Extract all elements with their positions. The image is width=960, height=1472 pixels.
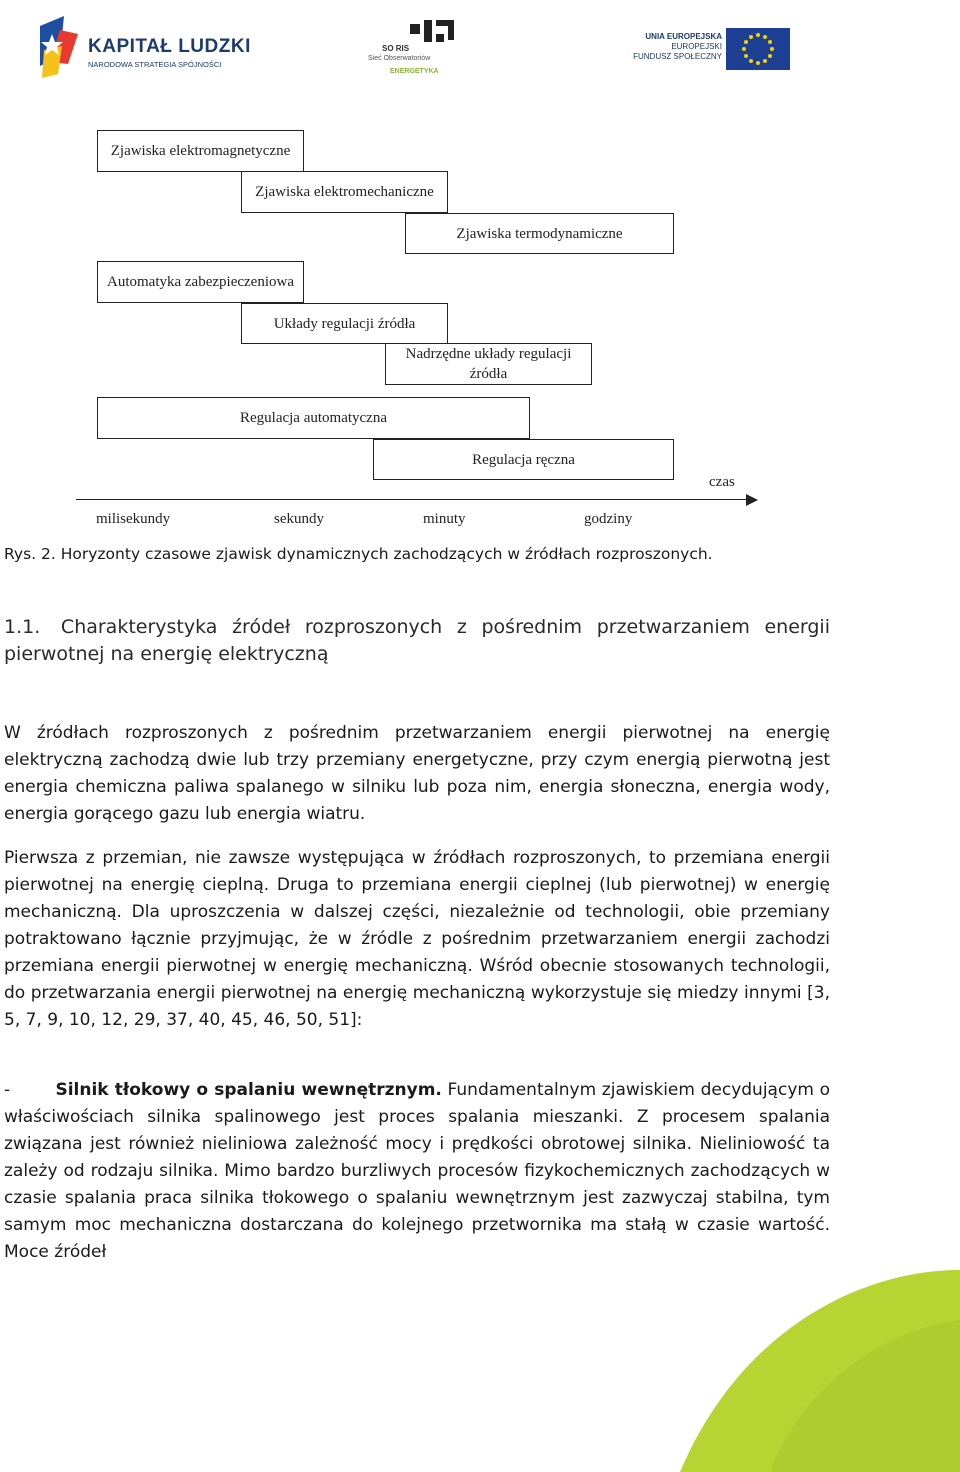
eu-logo-text [633, 32, 722, 62]
list-item-text: Fundamentalnym zjawiskiem decydującym o właściwościach silnika spalinowego jest proces spalania mieszanki. Z procesem spalania związana jest również nieliniowa zależność mocy i prędkości obrotowej silnika. Nieliniowość ta zależy od rodzaju silnika. Mimo bardzo burzliwych procesów fizykochemicznych zachodzących w czasie spalania praca silnika tłokowego o spalaniu wewnętrznym jest zazwyczaj stabilna, tym samym moc mechaniczna dostarczana do kolejnego przetwornika ma stałą w czasie wartość. Moce źródeł [4, 1080, 831, 1262]
tick-hours: godziny [584, 511, 633, 527]
so-ris-line3: ENERGETYKA [390, 68, 439, 75]
box-master-control: Nadrzędne układy regulacji źródła [385, 343, 592, 385]
kapital-ludzki-emblem-icon [38, 16, 84, 80]
list-item-heading: Silnik tłokowy o spalaniu wewnętrznym. [55, 1080, 442, 1100]
box-protection-automatics: Automatyka zabezpieczeniowa [97, 261, 304, 303]
eu-logo [633, 28, 796, 72]
tick-seconds: sekundy [274, 511, 324, 527]
list-dash: - [4, 1080, 11, 1100]
paragraph-1: W źródłach rozproszonych z pośrednim przetwarzaniem energii pierwotnej na energię elektryczną zachodzą dwie lub trzy przemiany energetyczne, przy czym energią pierwotną jest energia chemiczna paliwa spalanego w silniku lub poza nim, energia słoneczna, energia wody, energia gorącego gazu lub energia wiatru. [4, 723, 830, 824]
section-title: Charakterystyka źródeł rozproszonych z pośrednim przetwarzaniem energii pierwotnej na energię elektryczną [4, 616, 830, 665]
section-heading [4, 614, 830, 668]
green-corner-decoration [560, 1200, 960, 1472]
kapital-ludzki-logo [38, 16, 251, 80]
time-axis-line [76, 499, 750, 500]
so-ris-line1: SO RIS [382, 44, 410, 53]
box-thermodynamic: Zjawiska termodynamiczne [405, 213, 674, 254]
section-number: 1.1. [4, 616, 41, 638]
so-ris-logo [368, 18, 478, 80]
eu-line1: UNIA EUROPEJSKA [645, 32, 722, 41]
eu-line3: FUNDUSZ SPOŁECZNY [633, 52, 722, 61]
box-manual-regulation: Regulacja ręczna [373, 439, 674, 480]
paragraph-2: Pierwsza z przemian, nie zawsze występująca w źródłach rozproszonych, to przemiana energii pierwotnej na energię cieplną. Druga to przemiana energii cieplnej (lub pierwotnej) w energię mechaniczną. Dla uproszczenia w dalszej części, niezależnie od technologii, obie przemiany potraktowano łącznie przyjmując, że w źródle z pośrednim przetwarzaniem energii zachodzi przemiana energii pierwotnej w energię mechaniczną. Wśród obecnie stosowanych technologii, do przetwarzania energii pierwotnej na energię mechaniczną wykorzystuje się miedzy innymi [3, 5, 7, 9, 10, 12, 29, 37, 40, 45, 46, 50, 51]: [4, 848, 830, 1030]
box-source-control: Układy regulacji źródła [241, 303, 448, 344]
kapital-ludzki-title: KAPITAŁ LUDZKI [88, 36, 251, 57]
box-electromagnetic: Zjawiska elektromagnetyczne [97, 130, 304, 172]
so-ris-line2: Sieć Obserwatoriów [368, 55, 431, 62]
eu-flag-icon [726, 28, 790, 70]
tick-minutes: minuty [423, 511, 466, 527]
kapital-ludzki-subtitle: NARODOWA STRATEGIA SPÓJNOŚCI [88, 60, 222, 69]
box-electromechanical: Zjawiska elektromechaniczne [241, 171, 448, 213]
tick-milliseconds: milisekundy [96, 511, 171, 527]
so-ris-mark-icon [406, 18, 466, 52]
time-axis-label: czas [709, 474, 735, 490]
time-axis-arrow-icon [746, 494, 758, 506]
figure-caption: Rys. 2. Horyzonty czasowe zjawisk dynamicznych zachodzących w źródłach rozproszonych. [4, 545, 713, 563]
eu-line2: EUROPEJSKI [671, 42, 722, 51]
box-automatic-regulation: Regulacja automatyczna [97, 397, 530, 439]
